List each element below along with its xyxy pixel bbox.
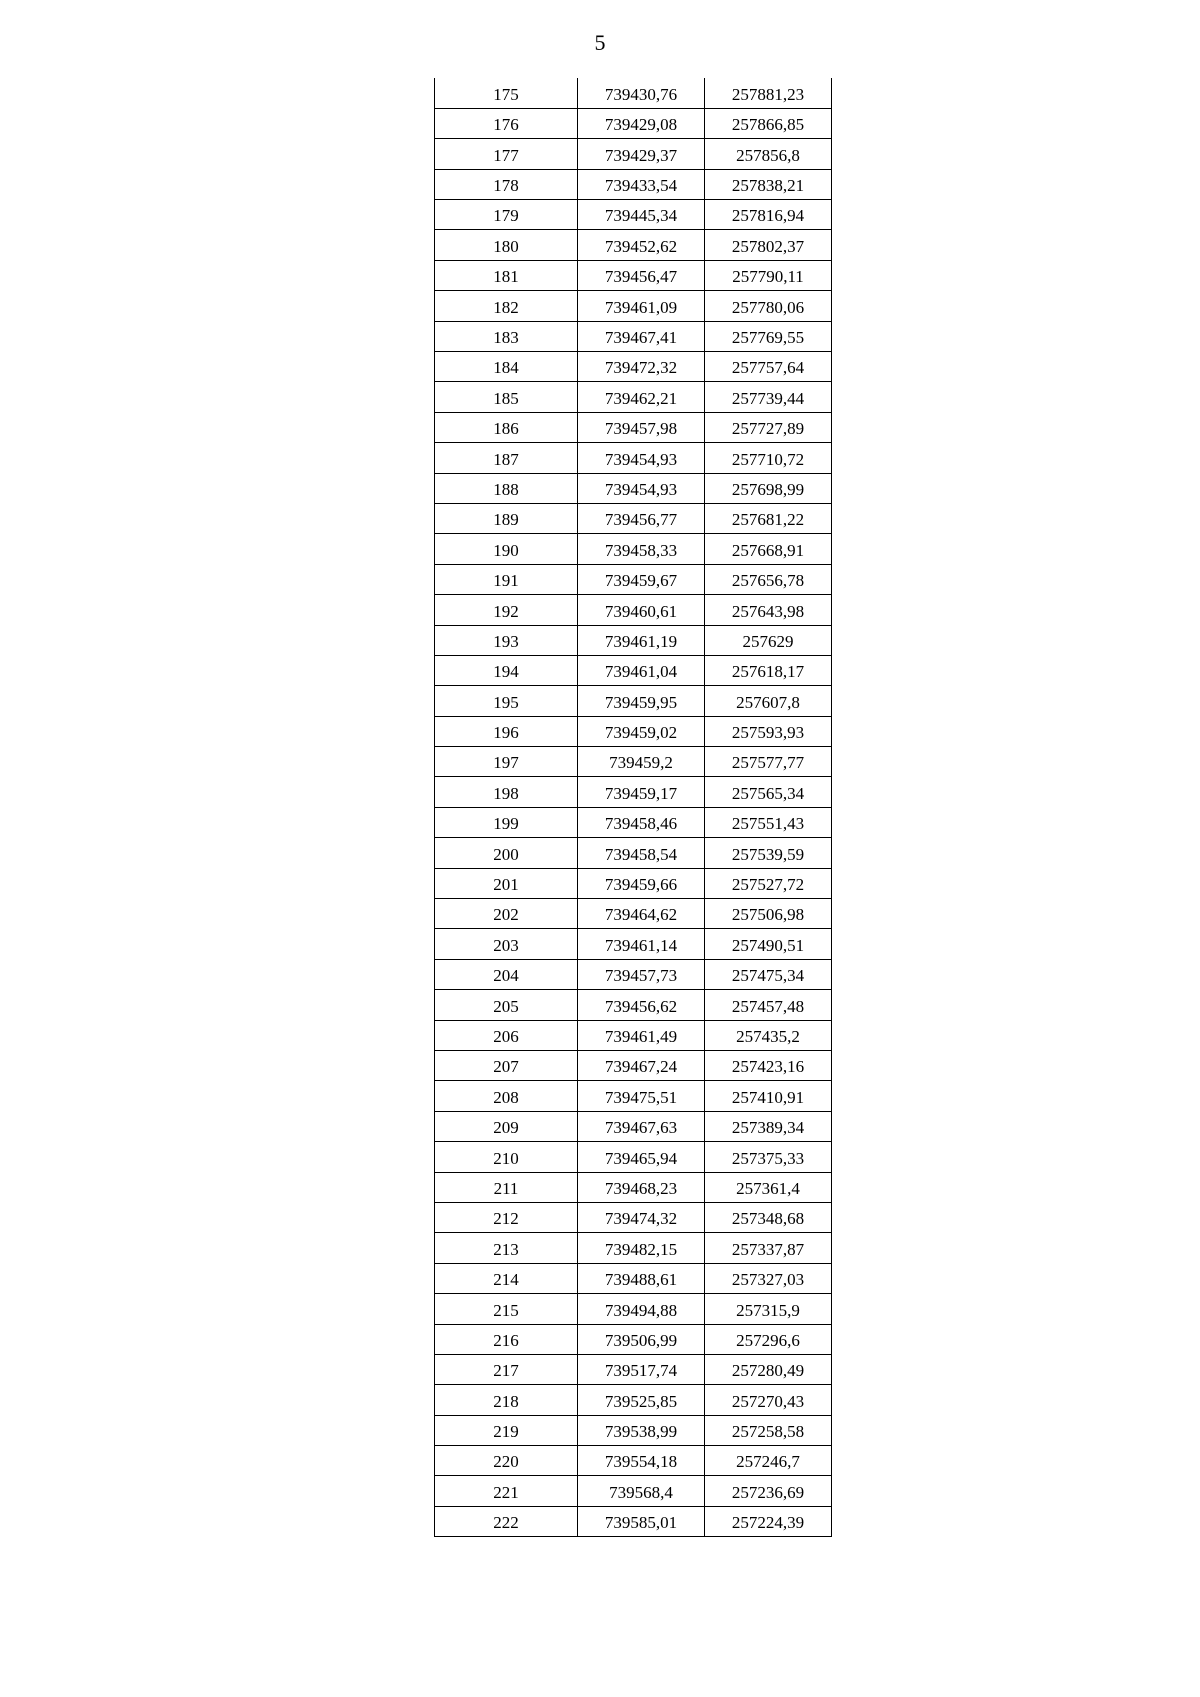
table-row bbox=[435, 321, 832, 351]
point-number-cell: 183 bbox=[435, 321, 578, 351]
point-number-cell: 216 bbox=[435, 1324, 578, 1354]
y-coordinate-cell: 257270,43 bbox=[705, 1385, 832, 1415]
x-coordinate-cell: 739430,76 bbox=[578, 78, 705, 108]
point-number-cell: 188 bbox=[435, 473, 578, 503]
table-row bbox=[435, 625, 832, 655]
x-coordinate-cell: 739464,62 bbox=[578, 899, 705, 929]
table-row bbox=[435, 534, 832, 564]
point-number-cell: 197 bbox=[435, 747, 578, 777]
y-coordinate-cell: 257838,21 bbox=[705, 169, 832, 199]
table-row bbox=[435, 200, 832, 230]
x-coordinate-cell: 739456,47 bbox=[578, 260, 705, 290]
point-number-cell: 206 bbox=[435, 1020, 578, 1050]
y-coordinate-cell: 257280,49 bbox=[705, 1354, 832, 1384]
x-coordinate-cell: 739467,41 bbox=[578, 321, 705, 351]
y-coordinate-cell: 257739,44 bbox=[705, 382, 832, 412]
y-coordinate-cell: 257727,89 bbox=[705, 412, 832, 442]
table-row bbox=[435, 959, 832, 989]
y-coordinate-cell: 257668,91 bbox=[705, 534, 832, 564]
table-row bbox=[435, 1354, 832, 1384]
x-coordinate-cell: 739538,99 bbox=[578, 1415, 705, 1445]
coordinates-table-body bbox=[435, 78, 832, 1537]
table-row bbox=[435, 1051, 832, 1081]
y-coordinate-cell: 257457,48 bbox=[705, 990, 832, 1020]
table-row bbox=[435, 1446, 832, 1476]
table-row bbox=[435, 1263, 832, 1293]
x-coordinate-cell: 739517,74 bbox=[578, 1354, 705, 1384]
table-row bbox=[435, 1324, 832, 1354]
table-row bbox=[435, 838, 832, 868]
y-coordinate-cell: 257618,17 bbox=[705, 655, 832, 685]
x-coordinate-cell: 739457,98 bbox=[578, 412, 705, 442]
table-row bbox=[435, 139, 832, 169]
point-number-cell: 218 bbox=[435, 1385, 578, 1415]
x-coordinate-cell: 739461,49 bbox=[578, 1020, 705, 1050]
point-number-cell: 186 bbox=[435, 412, 578, 442]
x-coordinate-cell: 739475,51 bbox=[578, 1081, 705, 1111]
x-coordinate-cell: 739460,61 bbox=[578, 595, 705, 625]
point-number-cell: 177 bbox=[435, 139, 578, 169]
point-number-cell: 210 bbox=[435, 1142, 578, 1172]
x-coordinate-cell: 739488,61 bbox=[578, 1263, 705, 1293]
y-coordinate-cell: 257236,69 bbox=[705, 1476, 832, 1506]
x-coordinate-cell: 739461,04 bbox=[578, 655, 705, 685]
y-coordinate-cell: 257769,55 bbox=[705, 321, 832, 351]
x-coordinate-cell: 739433,54 bbox=[578, 169, 705, 199]
x-coordinate-cell: 739429,37 bbox=[578, 139, 705, 169]
table-row bbox=[435, 412, 832, 442]
point-number-cell: 219 bbox=[435, 1415, 578, 1445]
x-coordinate-cell: 739457,73 bbox=[578, 959, 705, 989]
y-coordinate-cell: 257296,6 bbox=[705, 1324, 832, 1354]
point-number-cell: 179 bbox=[435, 200, 578, 230]
table-row bbox=[435, 1233, 832, 1263]
y-coordinate-cell: 257790,11 bbox=[705, 260, 832, 290]
y-coordinate-cell: 257710,72 bbox=[705, 443, 832, 473]
point-number-cell: 185 bbox=[435, 382, 578, 412]
point-number-cell: 208 bbox=[435, 1081, 578, 1111]
table-row bbox=[435, 1202, 832, 1232]
x-coordinate-cell: 739459,66 bbox=[578, 868, 705, 898]
y-coordinate-cell: 257327,03 bbox=[705, 1263, 832, 1293]
point-number-cell: 187 bbox=[435, 443, 578, 473]
x-coordinate-cell: 739482,15 bbox=[578, 1233, 705, 1263]
table-row bbox=[435, 929, 832, 959]
table-row bbox=[435, 382, 832, 412]
table-row bbox=[435, 1294, 832, 1324]
table-row bbox=[435, 716, 832, 746]
x-coordinate-cell: 739585,01 bbox=[578, 1506, 705, 1536]
x-coordinate-cell: 739465,94 bbox=[578, 1142, 705, 1172]
table-row bbox=[435, 1020, 832, 1050]
point-number-cell: 203 bbox=[435, 929, 578, 959]
y-coordinate-cell: 257435,2 bbox=[705, 1020, 832, 1050]
table-row bbox=[435, 1111, 832, 1141]
y-coordinate-cell: 257757,64 bbox=[705, 352, 832, 382]
x-coordinate-cell: 739472,32 bbox=[578, 352, 705, 382]
y-coordinate-cell: 257856,8 bbox=[705, 139, 832, 169]
point-number-cell: 199 bbox=[435, 807, 578, 837]
table-row bbox=[435, 990, 832, 1020]
y-coordinate-cell: 257506,98 bbox=[705, 899, 832, 929]
y-coordinate-cell: 257629 bbox=[705, 625, 832, 655]
table-row bbox=[435, 503, 832, 533]
point-number-cell: 175 bbox=[435, 78, 578, 108]
table-row bbox=[435, 1476, 832, 1506]
x-coordinate-cell: 739506,99 bbox=[578, 1324, 705, 1354]
table-row bbox=[435, 260, 832, 290]
point-number-cell: 198 bbox=[435, 777, 578, 807]
y-coordinate-cell: 257315,9 bbox=[705, 1294, 832, 1324]
table-row bbox=[435, 564, 832, 594]
point-number-cell: 201 bbox=[435, 868, 578, 898]
point-number-cell: 202 bbox=[435, 899, 578, 929]
point-number-cell: 214 bbox=[435, 1263, 578, 1293]
table-row bbox=[435, 291, 832, 321]
y-coordinate-cell: 257246,7 bbox=[705, 1446, 832, 1476]
page-number: 5 bbox=[594, 30, 606, 55]
point-number-cell: 213 bbox=[435, 1233, 578, 1263]
point-number-cell: 212 bbox=[435, 1202, 578, 1232]
table-row bbox=[435, 899, 832, 929]
y-coordinate-cell: 257337,87 bbox=[705, 1233, 832, 1263]
x-coordinate-cell: 739429,08 bbox=[578, 108, 705, 138]
y-coordinate-cell: 257423,16 bbox=[705, 1051, 832, 1081]
point-number-cell: 190 bbox=[435, 534, 578, 564]
y-coordinate-cell: 257410,91 bbox=[705, 1081, 832, 1111]
point-number-cell: 209 bbox=[435, 1111, 578, 1141]
x-coordinate-cell: 739458,46 bbox=[578, 807, 705, 837]
y-coordinate-cell: 257389,34 bbox=[705, 1111, 832, 1141]
y-coordinate-cell: 257816,94 bbox=[705, 200, 832, 230]
point-number-cell: 191 bbox=[435, 564, 578, 594]
point-number-cell: 200 bbox=[435, 838, 578, 868]
x-coordinate-cell: 739462,21 bbox=[578, 382, 705, 412]
point-number-cell: 182 bbox=[435, 291, 578, 321]
table-row bbox=[435, 595, 832, 625]
point-number-cell: 211 bbox=[435, 1172, 578, 1202]
x-coordinate-cell: 739461,14 bbox=[578, 929, 705, 959]
y-coordinate-cell: 257780,06 bbox=[705, 291, 832, 321]
x-coordinate-cell: 739474,32 bbox=[578, 1202, 705, 1232]
point-number-cell: 220 bbox=[435, 1446, 578, 1476]
point-number-cell: 184 bbox=[435, 352, 578, 382]
x-coordinate-cell: 739459,02 bbox=[578, 716, 705, 746]
y-coordinate-cell: 257698,99 bbox=[705, 473, 832, 503]
point-number-cell: 176 bbox=[435, 108, 578, 138]
x-coordinate-cell: 739461,09 bbox=[578, 291, 705, 321]
x-coordinate-cell: 739452,62 bbox=[578, 230, 705, 260]
coordinates-table bbox=[434, 78, 832, 1537]
table-row bbox=[435, 1385, 832, 1415]
table-row bbox=[435, 777, 832, 807]
x-coordinate-cell: 739568,4 bbox=[578, 1476, 705, 1506]
y-coordinate-cell: 257577,77 bbox=[705, 747, 832, 777]
table-row bbox=[435, 807, 832, 837]
x-coordinate-cell: 739494,88 bbox=[578, 1294, 705, 1324]
table-row bbox=[435, 1142, 832, 1172]
table-row bbox=[435, 1506, 832, 1536]
point-number-cell: 181 bbox=[435, 260, 578, 290]
point-number-cell: 180 bbox=[435, 230, 578, 260]
point-number-cell: 217 bbox=[435, 1354, 578, 1384]
table-row bbox=[435, 747, 832, 777]
x-coordinate-cell: 739445,34 bbox=[578, 200, 705, 230]
table-row bbox=[435, 352, 832, 382]
x-coordinate-cell: 739467,63 bbox=[578, 1111, 705, 1141]
point-number-cell: 222 bbox=[435, 1506, 578, 1536]
x-coordinate-cell: 739459,95 bbox=[578, 686, 705, 716]
table-row bbox=[435, 108, 832, 138]
table-row bbox=[435, 655, 832, 685]
y-coordinate-cell: 257866,85 bbox=[705, 108, 832, 138]
point-number-cell: 194 bbox=[435, 655, 578, 685]
point-number-cell: 193 bbox=[435, 625, 578, 655]
point-number-cell: 205 bbox=[435, 990, 578, 1020]
x-coordinate-cell: 739454,93 bbox=[578, 443, 705, 473]
table-row bbox=[435, 1172, 832, 1202]
table-row bbox=[435, 868, 832, 898]
x-coordinate-cell: 739456,77 bbox=[578, 503, 705, 533]
y-coordinate-cell: 257802,37 bbox=[705, 230, 832, 260]
table-row bbox=[435, 443, 832, 473]
y-coordinate-cell: 257224,39 bbox=[705, 1506, 832, 1536]
x-coordinate-cell: 739459,2 bbox=[578, 747, 705, 777]
table-row bbox=[435, 1415, 832, 1445]
x-coordinate-cell: 739461,19 bbox=[578, 625, 705, 655]
y-coordinate-cell: 257527,72 bbox=[705, 868, 832, 898]
x-coordinate-cell: 739468,23 bbox=[578, 1172, 705, 1202]
y-coordinate-cell: 257681,22 bbox=[705, 503, 832, 533]
y-coordinate-cell: 257375,33 bbox=[705, 1142, 832, 1172]
y-coordinate-cell: 257656,78 bbox=[705, 564, 832, 594]
x-coordinate-cell: 739467,24 bbox=[578, 1051, 705, 1081]
x-coordinate-cell: 739456,62 bbox=[578, 990, 705, 1020]
table-row bbox=[435, 169, 832, 199]
table-row bbox=[435, 78, 832, 108]
point-number-cell: 221 bbox=[435, 1476, 578, 1506]
y-coordinate-cell: 257551,43 bbox=[705, 807, 832, 837]
y-coordinate-cell: 257475,34 bbox=[705, 959, 832, 989]
y-coordinate-cell: 257565,34 bbox=[705, 777, 832, 807]
x-coordinate-cell: 739554,18 bbox=[578, 1446, 705, 1476]
y-coordinate-cell: 257607,8 bbox=[705, 686, 832, 716]
point-number-cell: 189 bbox=[435, 503, 578, 533]
point-number-cell: 204 bbox=[435, 959, 578, 989]
point-number-cell: 192 bbox=[435, 595, 578, 625]
y-coordinate-cell: 257258,58 bbox=[705, 1415, 832, 1445]
y-coordinate-cell: 257490,51 bbox=[705, 929, 832, 959]
x-coordinate-cell: 739454,93 bbox=[578, 473, 705, 503]
x-coordinate-cell: 739458,33 bbox=[578, 534, 705, 564]
table-row bbox=[435, 230, 832, 260]
table-row bbox=[435, 686, 832, 716]
y-coordinate-cell: 257361,4 bbox=[705, 1172, 832, 1202]
y-coordinate-cell: 257881,23 bbox=[705, 78, 832, 108]
point-number-cell: 196 bbox=[435, 716, 578, 746]
point-number-cell: 195 bbox=[435, 686, 578, 716]
x-coordinate-cell: 739459,67 bbox=[578, 564, 705, 594]
y-coordinate-cell: 257643,98 bbox=[705, 595, 832, 625]
x-coordinate-cell: 739458,54 bbox=[578, 838, 705, 868]
table-row bbox=[435, 473, 832, 503]
table-row bbox=[435, 1081, 832, 1111]
x-coordinate-cell: 739459,17 bbox=[578, 777, 705, 807]
y-coordinate-cell: 257348,68 bbox=[705, 1202, 832, 1232]
point-number-cell: 178 bbox=[435, 169, 578, 199]
y-coordinate-cell: 257539,59 bbox=[705, 838, 832, 868]
point-number-cell: 207 bbox=[435, 1051, 578, 1081]
point-number-cell: 215 bbox=[435, 1294, 578, 1324]
y-coordinate-cell: 257593,93 bbox=[705, 716, 832, 746]
x-coordinate-cell: 739525,85 bbox=[578, 1385, 705, 1415]
